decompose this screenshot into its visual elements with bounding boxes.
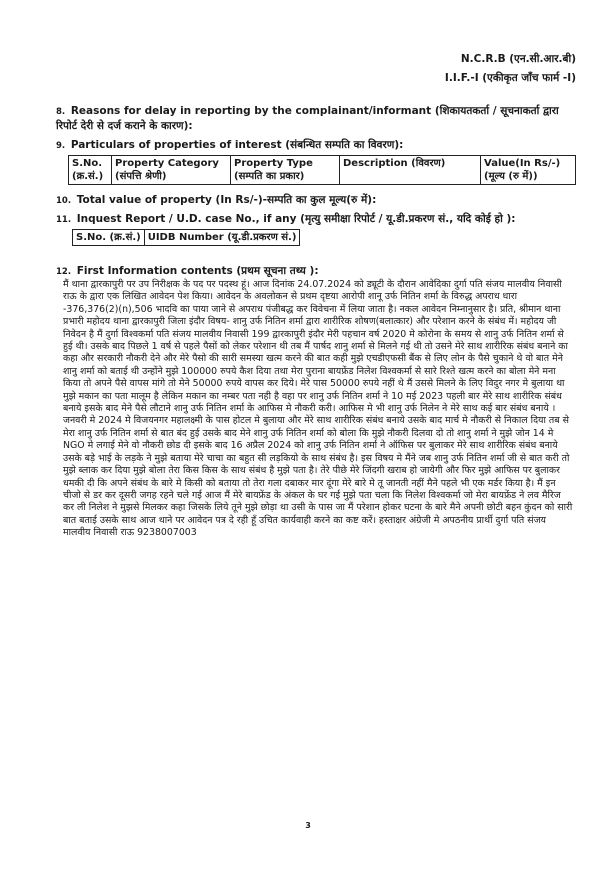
section-12-fir-contents (56, 264, 576, 279)
section-9-properties (56, 138, 576, 153)
table-header-row (73, 230, 300, 246)
section-heading: First Information contents (प्रथम सूचना तथ्य ): (76, 265, 319, 277)
section-heading: Reasons for delay in reporting by the complainant/informant (शिकायतकर्ता / सूचनाकर्ता द्वारा रिपोर्ट देरी से दर्ज कराने के कारण): (56, 105, 559, 132)
header-cell-sno: S.No. (क्र.सं.) (69, 156, 112, 185)
table-header-row (69, 156, 576, 185)
property-table (68, 155, 576, 185)
section-number: 11. (56, 215, 72, 225)
section-heading: Total value of property (In Rs/-)-सम्पति का कुल मूल्य(रु में): (76, 194, 377, 206)
section-number: 8. (56, 107, 66, 117)
section-11-inquest (56, 212, 576, 227)
section-10-total-value (56, 193, 576, 208)
iif-form-header: I.I.F.-I (एकीकृत जाँच फार्म -I) (444, 72, 576, 84)
page-number: 3 (305, 821, 311, 830)
section-heading: Particulars of properties of interest (संबन्धित सम्पति का विवरण): (70, 139, 404, 151)
header-cell-uidb: UIDB Number (यू.डी.प्रकरण सं.) (144, 230, 300, 246)
header-cell-type: Property Type (सम्पति का प्रकार) (231, 156, 340, 185)
header-cell-description: Description (विवरण) (340, 156, 481, 185)
inquest-table (72, 229, 300, 246)
header-cell-category: Property Category (संपत्ति श्रेणी) (112, 156, 231, 185)
section-number: 10. (56, 196, 72, 206)
header-cell-value: Value(In Rs/-) (मूल्य (रु में)) (481, 156, 576, 185)
section-heading: Inquest Report / U.D. case No., if any (मृत्यु समीक्षा रिपोर्ट / यू.डी.प्रकरण सं., यदि कोई हो ): (76, 213, 516, 225)
section-number: 12. (56, 267, 72, 277)
header-cell-sno: S.No. (क्र.सं.) (73, 230, 145, 246)
section-number: 9. (56, 141, 66, 151)
ncrb-header: N.C.R.B (एन.सी.आर.बी) (460, 53, 576, 65)
fir-contents-text (63, 279, 573, 540)
section-8-delay-reasons (56, 104, 576, 133)
fir-paragraph: मैं थाना द्वारकापुरी पर उप निरीक्षक के पद पर पदस्थ हूं। आज दिनांक 24.07.2024 को ड्यूटी के दौरान आवेदिका दुर्गा पति संजय मालवीय निवासी राऊ के द्वारा एक लिखित आवेदन पेश किया। आवेदन के अवलोकन से प्रथम दृष्टया आरोपी शानू उर्फ नितिन शर्मा के विरुद्ध अपराध धारा -376,376(2)(n),506 भादवि का पाया जाने से अपराध पंजीबद्ध कर विवेचना में लिया जाता है। नकल आवेदन निम्नानुसार है। प्रति, श्रीमान थाना प्रभारी महोदय थाना द्वारकापुरी जिला इंदौर विषय- शानु उर्फ नितिन शर्मा द्वारा शारीरिक शोषण(बलात्कार) और परेशान करने के संबंध में। महोदय जी निवेदन है मैं दुर्गा विश्वकर्मा पति संजय मालवीय निवासी 199 द्वारकापुरी इंदौर मेरी पहचान वर्ष 2020 मे कोरोना के समय से शानु उर्फ नितिन शर्मा से हुई थी। उसके बाद पिछले 1 वर्ष से पहले पैसों को लेकर परेशान थी तब मैं पार्षद शानु शर्मा से मिलने गई थी तो उसने मेरे साथ शारीरिक संबंध बनाने का कहा और सरकारी नौकरी देने और मेरे पैसो की सारी समस्या खत्म करने की बात कही मुझे एचडीएफसी बैंक से लिए लोन के पैसे चुकाने थे वो बात मेने शानु शर्मा को बताई थी उन्होंने मुझे 100000 रुपये कैश दिया तथा मेरा पुराना बायफ्रेंड निलेश विश्वकर्मा से सारे रिश्ते खत्म करने का बोला मेने मना किया तो अपने पैसे वापस मांगे तो मेने 50000 रुपये वापस कर दिये। मेरे पास 50000 रुपये नहीं थे मैं उससे मिलने के लिए विदुर नगर मे बुलाया था मुझे मकान का पता मालूम है लेकिन मकान का नम्बर पता नही है वहा पर शानु उर्फ नितिन शर्मा ने 10 मई 2023 पहली बार मेरे साथ शारीरिक संबंध बनाये इसके बाद मेने पैसे लौटाने शानु उर्फ नितिन शर्मा के आफिस मे नौकरी करी। आफिस मे भी शानु उर्फ निलेन ने मेरे साथ कई बार संबंध बनाये । जनवरी मे 2024 मे विजयनगर महालक्ष्मी के पास होटल मे बुलाया और मेरे साथ शारीरिक संबंध बनाये उसके बाद मार्च मे नौकरी से निकाल दिया तब से मेरा शानु उर्फ नितिन शर्मा से बात बंद हुई उसके बाद मेने शानु उर्फ नितिन शर्मा को बोला कि मुझे नौकरी दिलवा दो तो शानु शर्मा ने मुझे जोन 14 मे NGO मे लगाई मेने वो नौकरी छोड दी इसके बाद 16 अप्रैल 2024 को शानु उर्फ नितिन शर्मा ने ऑफिस पर बुलाकर मेरे साथ शारीरिक संबंध बनाये उसके बड़े भाई के लड़के ने मुझे बताया मेरे चाचा का बहुत सी लड़कियो के साथ संबंध है। इस विषय मे मैंने जब शानु उर्फ नितिन शर्मा जी से बात करी तो मुझे ब्लाक कर दिया मुझे बोला तेरा किस किस के साथ संबंध है मुझे पता है। तेरे पीछे मेरे जिंदगी खराब हो जायेगी और फिर मुझे आफिस पर बुलाकर धमकी दी कि अपने संबंध के बारे मे किसी को बताया तो तेरा गला दबाकर मार दूंगा मेरे बारे मे तू जानती नहीं मैने पहले भी एक मर्डर किया है। मैं इन चीजो से डर कर दूसरी जगह रहने चले गई आज मैं मेरे बायफ्रेंड के अंकल के घर गई मुझे पता चला कि निलेश विश्वकर्मा जो मेरा बायफ्रेंड ने लव मैरिज कर ली निलेश ने मुझसे मिलकर कहा जिसके लिये तूने मुझे छोड़ा था उसी के पास जा मैं परेशान होकर घटना के बारे मैने अपनी छोटी बहन कुंदन को सारी बात बताई उसके साथ आज थाने पर आवेदन पत्र दे रही हूँ उचित कार्यवाही करने का कष्ट करें। हस्ताक्षर अंग्रेजी मे अपठनीय प्रार्थी दुर्गा पति संजय मालवीय निवासी राऊ 9238007003 (63, 279, 573, 539)
